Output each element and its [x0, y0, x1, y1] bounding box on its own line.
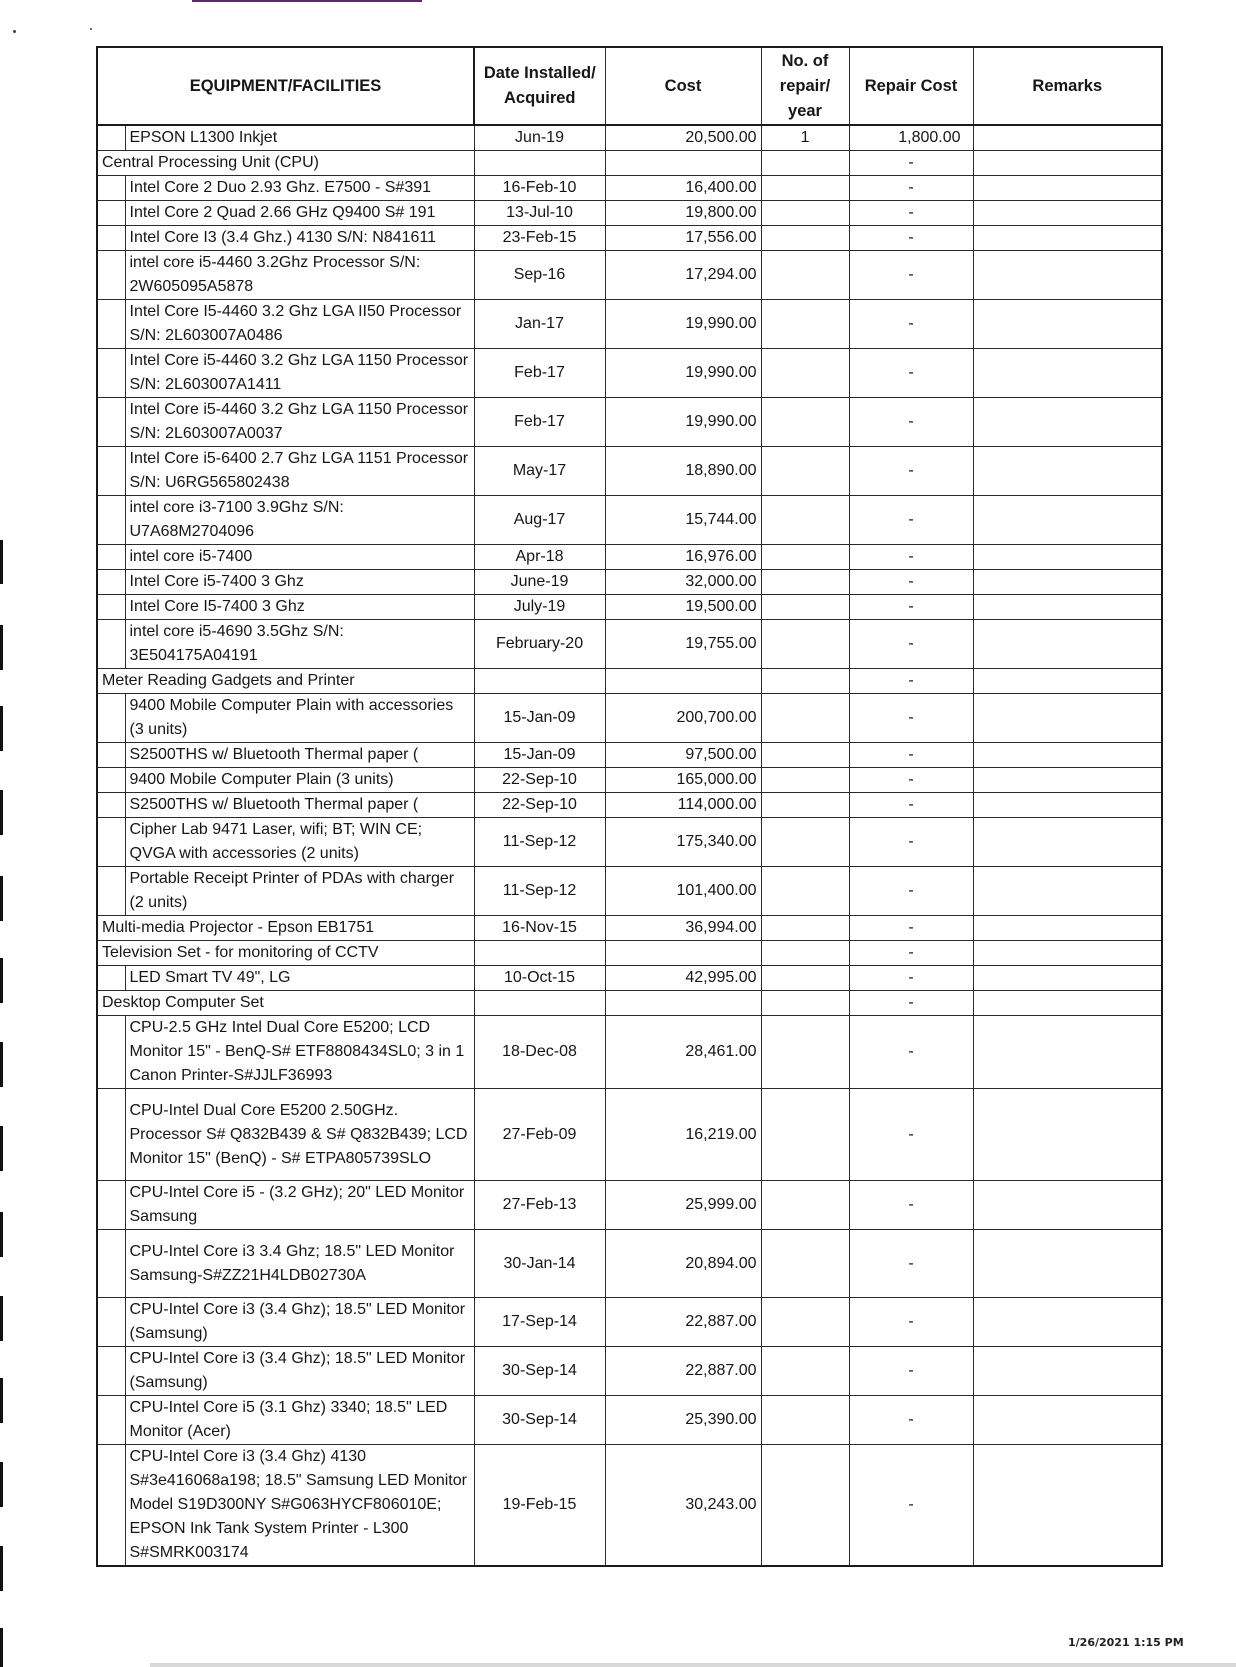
indent-cell	[97, 176, 125, 201]
cost-value: 19,990.00	[605, 349, 761, 398]
header-remarks: Remarks	[973, 47, 1162, 125]
table-row	[97, 793, 1162, 818]
table-row	[97, 398, 1162, 447]
category-name: Multi-media Projector - Epson EB1751	[97, 916, 474, 941]
repair-count	[761, 867, 849, 916]
repair-cost-value: -	[849, 1089, 973, 1181]
table-row	[97, 620, 1162, 669]
equipment-name: CPU-Intel Dual Core E5200 2.50GHz. Processor S# Q832B439 & S# Q832B439; LCD Monitor 15" (BenQ) - S# ETPA805739SLO	[125, 1089, 474, 1181]
remarks-cell	[973, 176, 1162, 201]
equipment-name: Intel Core 2 Quad 2.66 GHz Q9400 S# 191	[125, 201, 474, 226]
indent-cell	[97, 694, 125, 743]
indent-cell	[97, 1016, 125, 1089]
remarks-cell	[973, 1230, 1162, 1298]
repair-cost-value: -	[849, 1016, 973, 1089]
cost-value: 19,990.00	[605, 398, 761, 447]
repair-count	[761, 201, 849, 226]
cost-value: 28,461.00	[605, 1016, 761, 1089]
date-installed: 27-Feb-09	[474, 1089, 605, 1181]
cost-value: 19,500.00	[605, 595, 761, 620]
table-row	[97, 1230, 1162, 1298]
repair-count	[761, 1089, 849, 1181]
repair-count	[761, 694, 849, 743]
cost-value: 25,390.00	[605, 1396, 761, 1445]
repair-count	[761, 620, 849, 669]
repair-cost-value: -	[849, 818, 973, 867]
remarks-cell	[973, 226, 1162, 251]
print-timestamp: 1/26/2021 1:15 PM	[1068, 1636, 1184, 1649]
scan-speck	[13, 30, 16, 33]
indent-cell	[97, 226, 125, 251]
repair-cost-value: -	[849, 349, 973, 398]
repair-cost-value: -	[849, 991, 973, 1016]
indent-cell	[97, 349, 125, 398]
date-installed: 15-Jan-09	[474, 743, 605, 768]
date-installed	[474, 151, 605, 176]
repair-cost-value: -	[849, 496, 973, 545]
table-row	[97, 1347, 1162, 1396]
cost-value: 22,887.00	[605, 1347, 761, 1396]
equipment-name: 9400 Mobile Computer Plain (3 units)	[125, 768, 474, 793]
indent-cell	[97, 595, 125, 620]
cost-value: 175,340.00	[605, 818, 761, 867]
cost-value: 20,500.00	[605, 125, 761, 151]
indent-cell	[97, 620, 125, 669]
remarks-cell	[973, 1396, 1162, 1445]
date-installed: July-19	[474, 595, 605, 620]
category-name: Desktop Computer Set	[97, 991, 474, 1016]
remarks-cell	[973, 349, 1162, 398]
date-installed: June-19	[474, 570, 605, 595]
cost-value: 36,994.00	[605, 916, 761, 941]
repair-cost-value: -	[849, 793, 973, 818]
date-installed: 16-Nov-15	[474, 916, 605, 941]
indent-cell	[97, 545, 125, 570]
repair-cost-value: -	[849, 669, 973, 694]
table-row	[97, 125, 1162, 151]
repair-count	[761, 1230, 849, 1298]
date-installed: 22-Sep-10	[474, 793, 605, 818]
date-installed: Feb-17	[474, 398, 605, 447]
repair-cost-value: -	[849, 743, 973, 768]
date-installed: 16-Feb-10	[474, 176, 605, 201]
cost-value: 19,990.00	[605, 300, 761, 349]
cost-value: 20,894.00	[605, 1230, 761, 1298]
indent-cell	[97, 867, 125, 916]
cost-value: 17,556.00	[605, 226, 761, 251]
remarks-cell	[973, 447, 1162, 496]
repair-cost-value: -	[849, 1347, 973, 1396]
table-body	[97, 125, 1162, 1566]
indent-cell	[97, 300, 125, 349]
date-installed	[474, 941, 605, 966]
repair-count	[761, 349, 849, 398]
remarks-cell	[973, 743, 1162, 768]
remarks-cell	[973, 251, 1162, 300]
scan-bottom-edge	[150, 1663, 1236, 1667]
cost-value: 16,976.00	[605, 545, 761, 570]
remarks-cell	[973, 398, 1162, 447]
remarks-cell	[973, 1089, 1162, 1181]
repair-cost-value: -	[849, 768, 973, 793]
repair-cost-value: 1,800.00	[849, 125, 973, 151]
repair-count	[761, 941, 849, 966]
category-row	[97, 151, 1162, 176]
equipment-name: CPU-Intel Core i5 - (3.2 GHz); 20" LED Monitor Samsung	[125, 1181, 474, 1230]
cost-value: 32,000.00	[605, 570, 761, 595]
date-installed: 13-Jul-10	[474, 201, 605, 226]
table-row	[97, 768, 1162, 793]
equipment-name: Intel Core i5-4460 3.2 Ghz LGA 1150 Processor S/N: 2L603007A0037	[125, 398, 474, 447]
cost-value: 17,294.00	[605, 251, 761, 300]
date-installed: Jan-17	[474, 300, 605, 349]
table-row	[97, 1298, 1162, 1347]
remarks-cell	[973, 570, 1162, 595]
repair-cost-value: -	[849, 251, 973, 300]
repair-cost-value: -	[849, 1230, 973, 1298]
indent-cell	[97, 1396, 125, 1445]
equipment-name: CPU-Intel Core i5 (3.1 Ghz) 3340; 18.5" LED Monitor (Acer)	[125, 1396, 474, 1445]
indent-cell	[97, 743, 125, 768]
repair-cost-value: -	[849, 300, 973, 349]
remarks-cell	[973, 768, 1162, 793]
indent-cell	[97, 570, 125, 595]
category-row	[97, 941, 1162, 966]
repair-count	[761, 545, 849, 570]
table-row	[97, 1445, 1162, 1567]
date-installed: May-17	[474, 447, 605, 496]
equipment-name: Cipher Lab 9471 Laser, wifi; BT; WIN CE; QVGA with accessories (2 units)	[125, 818, 474, 867]
repair-count	[761, 669, 849, 694]
repair-count	[761, 1016, 849, 1089]
table-row	[97, 545, 1162, 570]
equipment-name: Intel Core i5-6400 2.7 Ghz LGA 1151 Processor S/N: U6RG565802438	[125, 447, 474, 496]
equipment-name: EPSON L1300 Inkjet	[125, 125, 474, 151]
remarks-cell	[973, 496, 1162, 545]
cost-value: 16,219.00	[605, 1089, 761, 1181]
repair-count	[761, 176, 849, 201]
repair-count	[761, 151, 849, 176]
table-header-row	[97, 47, 1162, 125]
date-installed: 18-Dec-08	[474, 1016, 605, 1089]
remarks-cell	[973, 620, 1162, 669]
date-installed: Aug-17	[474, 496, 605, 545]
category-row	[97, 916, 1162, 941]
repair-count	[761, 1396, 849, 1445]
cost-value: 15,744.00	[605, 496, 761, 545]
table-row	[97, 694, 1162, 743]
header-date-installed: Date Installed/ Acquired	[474, 47, 605, 125]
indent-cell	[97, 818, 125, 867]
repair-count	[761, 595, 849, 620]
header-repair-cost: Repair Cost	[849, 47, 973, 125]
remarks-cell	[973, 793, 1162, 818]
table-row	[97, 1396, 1162, 1445]
repair-count	[761, 1445, 849, 1567]
cost-value: 114,000.00	[605, 793, 761, 818]
repair-cost-value: -	[849, 398, 973, 447]
cost-value: 97,500.00	[605, 743, 761, 768]
cost-value: 200,700.00	[605, 694, 761, 743]
equipment-name: 9400 Mobile Computer Plain with accessories (3 units)	[125, 694, 474, 743]
cost-value: 18,890.00	[605, 447, 761, 496]
remarks-cell	[973, 669, 1162, 694]
indent-cell	[97, 251, 125, 300]
repair-count	[761, 251, 849, 300]
table-row	[97, 818, 1162, 867]
repair-cost-value: -	[849, 447, 973, 496]
repair-cost-value: -	[849, 201, 973, 226]
repair-cost-value: -	[849, 620, 973, 669]
repair-count	[761, 496, 849, 545]
remarks-cell	[973, 818, 1162, 867]
date-installed: 15-Jan-09	[474, 694, 605, 743]
table-row	[97, 201, 1162, 226]
equipment-name: LED Smart TV 49", LG	[125, 966, 474, 991]
table-row	[97, 966, 1162, 991]
table-row	[97, 349, 1162, 398]
cost-value: 19,800.00	[605, 201, 761, 226]
indent-cell	[97, 1298, 125, 1347]
repair-cost-value: -	[849, 151, 973, 176]
repair-cost-value: -	[849, 1181, 973, 1230]
indent-cell	[97, 793, 125, 818]
repair-cost-value: -	[849, 1445, 973, 1567]
date-installed: 19-Feb-15	[474, 1445, 605, 1567]
table-row	[97, 1181, 1162, 1230]
repair-count	[761, 1347, 849, 1396]
remarks-cell	[973, 991, 1162, 1016]
remarks-cell	[973, 1298, 1162, 1347]
equipment-inventory-table	[96, 46, 1163, 1567]
repair-count	[761, 991, 849, 1016]
binder-margin-marks	[0, 0, 6, 1667]
date-installed: 23-Feb-15	[474, 226, 605, 251]
repair-count: 1	[761, 125, 849, 151]
repair-count	[761, 226, 849, 251]
equipment-name: intel core i5-4460 3.2Ghz Processor S/N: 2W605095A5878	[125, 251, 474, 300]
equipment-name: S2500THS w/ Bluetooth Thermal paper (	[125, 743, 474, 768]
category-row	[97, 669, 1162, 694]
category-row	[97, 991, 1162, 1016]
repair-cost-value: -	[849, 570, 973, 595]
date-installed: 30-Jan-14	[474, 1230, 605, 1298]
date-installed: 22-Sep-10	[474, 768, 605, 793]
repair-count	[761, 768, 849, 793]
date-installed: 30-Sep-14	[474, 1396, 605, 1445]
remarks-cell	[973, 201, 1162, 226]
repair-cost-value: -	[849, 867, 973, 916]
header-cost: Cost	[605, 47, 761, 125]
equipment-name: CPU-Intel Core i3 (3.4 Ghz); 18.5" LED Monitor (Samsung)	[125, 1298, 474, 1347]
repair-cost-value: -	[849, 1298, 973, 1347]
indent-cell	[97, 1347, 125, 1396]
remarks-cell	[973, 694, 1162, 743]
equipment-name: intel core i5-4690 3.5Ghz S/N: 3E504175A04191	[125, 620, 474, 669]
cost-value	[605, 669, 761, 694]
cost-value: 101,400.00	[605, 867, 761, 916]
repair-cost-value: -	[849, 595, 973, 620]
indent-cell	[97, 768, 125, 793]
date-installed: Jun-19	[474, 125, 605, 151]
repair-count	[761, 300, 849, 349]
equipment-name: CPU-2.5 GHz Intel Dual Core E5200; LCD Monitor 15" - BenQ-S# ETF8808434SL0; 3 in 1 Canon Printer-S#JJLF36993	[125, 1016, 474, 1089]
repair-count	[761, 966, 849, 991]
table-row	[97, 300, 1162, 349]
table-row	[97, 176, 1162, 201]
indent-cell	[97, 1445, 125, 1567]
table-row	[97, 447, 1162, 496]
repair-count	[761, 398, 849, 447]
table-row	[97, 595, 1162, 620]
date-installed: 27-Feb-13	[474, 1181, 605, 1230]
header-equipment: EQUIPMENT/FACILITIES	[97, 47, 474, 125]
date-installed: 10-Oct-15	[474, 966, 605, 991]
remarks-cell	[973, 916, 1162, 941]
repair-cost-value: -	[849, 966, 973, 991]
equipment-name: intel core i3-7100 3.9Ghz S/N: U7A68M2704096	[125, 496, 474, 545]
cost-value: 25,999.00	[605, 1181, 761, 1230]
date-installed: 17-Sep-14	[474, 1298, 605, 1347]
equipment-name: CPU-Intel Core i3 (3.4 Ghz); 18.5" LED Monitor (Samsung)	[125, 1347, 474, 1396]
repair-cost-value: -	[849, 226, 973, 251]
equipment-name: Intel Core I5-4460 3.2 Ghz LGA II50 Processor S/N: 2L603007A0486	[125, 300, 474, 349]
cost-value: 19,755.00	[605, 620, 761, 669]
date-installed	[474, 669, 605, 694]
indent-cell	[97, 201, 125, 226]
cost-value	[605, 151, 761, 176]
equipment-name: intel core i5-7400	[125, 545, 474, 570]
indent-cell	[97, 447, 125, 496]
equipment-name: Intel Core I3 (3.4 Ghz.) 4130 S/N: N841611	[125, 226, 474, 251]
table-row	[97, 1016, 1162, 1089]
repair-count	[761, 916, 849, 941]
remarks-cell	[973, 545, 1162, 570]
table-row	[97, 226, 1162, 251]
table-row	[97, 496, 1162, 545]
cost-value	[605, 991, 761, 1016]
cost-value: 42,995.00	[605, 966, 761, 991]
equipment-name: Intel Core I5-7400 3 Ghz	[125, 595, 474, 620]
date-installed: Feb-17	[474, 349, 605, 398]
table-row	[97, 743, 1162, 768]
repair-cost-value: -	[849, 1396, 973, 1445]
cost-value	[605, 941, 761, 966]
indent-cell	[97, 496, 125, 545]
remarks-cell	[973, 941, 1162, 966]
remarks-cell	[973, 300, 1162, 349]
table-row	[97, 867, 1162, 916]
category-name: Central Processing Unit (CPU)	[97, 151, 474, 176]
indent-cell	[97, 125, 125, 151]
scan-edge-mark	[192, 0, 422, 2]
cost-value: 165,000.00	[605, 768, 761, 793]
remarks-cell	[973, 1445, 1162, 1567]
indent-cell	[97, 966, 125, 991]
repair-cost-value: -	[849, 694, 973, 743]
date-installed: Sep-16	[474, 251, 605, 300]
equipment-name: CPU-Intel Core i3 (3.4 Ghz) 4130 S#3e416068a198; 18.5" Samsung LED Monitor Model S19D300NY S#G063HYCF806010E; EPSON Ink Tank System Printer - L300 S#SMRK003174	[125, 1445, 474, 1567]
equipment-name: Intel Core 2 Duo 2.93 Ghz. E7500 - S#391	[125, 176, 474, 201]
table-row	[97, 1089, 1162, 1181]
cost-value: 30,243.00	[605, 1445, 761, 1567]
scan-speck	[90, 28, 92, 30]
remarks-cell	[973, 125, 1162, 151]
remarks-cell	[973, 151, 1162, 176]
date-installed: Apr-18	[474, 545, 605, 570]
equipment-name: CPU-Intel Core i3 3.4 Ghz; 18.5" LED Monitor Samsung-S#ZZ21H4LDB02730A	[125, 1230, 474, 1298]
indent-cell	[97, 1181, 125, 1230]
equipment-name: S2500THS w/ Bluetooth Thermal paper (	[125, 793, 474, 818]
header-repairs: No. of repair/ year	[761, 47, 849, 125]
indent-cell	[97, 1089, 125, 1181]
table-row	[97, 251, 1162, 300]
repair-count	[761, 570, 849, 595]
date-installed: February-20	[474, 620, 605, 669]
remarks-cell	[973, 1016, 1162, 1089]
repair-count	[761, 1298, 849, 1347]
category-name: Meter Reading Gadgets and Printer	[97, 669, 474, 694]
cost-value: 16,400.00	[605, 176, 761, 201]
remarks-cell	[973, 966, 1162, 991]
repair-cost-value: -	[849, 545, 973, 570]
remarks-cell	[973, 1347, 1162, 1396]
indent-cell	[97, 1230, 125, 1298]
date-installed: 11-Sep-12	[474, 818, 605, 867]
remarks-cell	[973, 595, 1162, 620]
equipment-name: Intel Core i5-4460 3.2 Ghz LGA 1150 Processor S/N: 2L603007A1411	[125, 349, 474, 398]
repair-cost-value: -	[849, 916, 973, 941]
category-name: Television Set - for monitoring of CCTV	[97, 941, 474, 966]
repair-cost-value: -	[849, 176, 973, 201]
remarks-cell	[973, 867, 1162, 916]
repair-count	[761, 818, 849, 867]
date-installed	[474, 991, 605, 1016]
equipment-name: Intel Core i5-7400 3 Ghz	[125, 570, 474, 595]
repair-cost-value: -	[849, 941, 973, 966]
date-installed: 30-Sep-14	[474, 1347, 605, 1396]
repair-count	[761, 1181, 849, 1230]
repair-count	[761, 743, 849, 768]
indent-cell	[97, 398, 125, 447]
remarks-cell	[973, 1181, 1162, 1230]
equipment-name: Portable Receipt Printer of PDAs with charger (2 units)	[125, 867, 474, 916]
date-installed: 11-Sep-12	[474, 867, 605, 916]
repair-count	[761, 793, 849, 818]
repair-count	[761, 447, 849, 496]
cost-value: 22,887.00	[605, 1298, 761, 1347]
table-row	[97, 570, 1162, 595]
